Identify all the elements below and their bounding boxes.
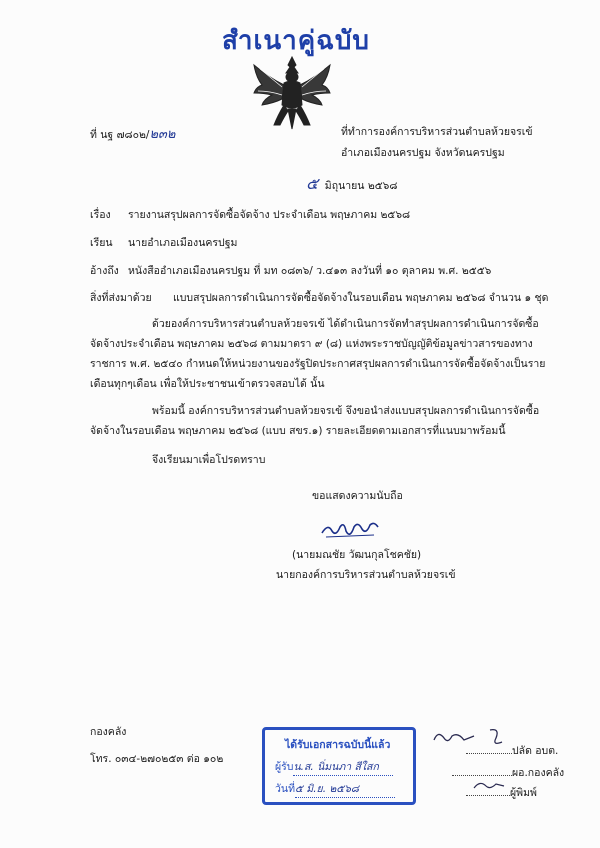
copy-stamp: สำเนาคู่ฉบับ bbox=[222, 26, 370, 56]
ref-number-handwritten: ๒๓๒ bbox=[149, 127, 176, 142]
reference-label: อ้างถึง bbox=[90, 265, 119, 277]
regards-text: ขอแสดงความนับถือ bbox=[312, 490, 403, 502]
signature-mark-icon bbox=[318, 517, 382, 543]
body-p2-line-1: พร้อมนี้ องค์การบริหารส่วนตำบลห้วยจรเข้ จึงขอนำส่งแบบสรุปผลการดำเนินการจัดซื้อ bbox=[152, 405, 540, 417]
garuda-emblem-icon bbox=[250, 55, 334, 131]
office-line-2: อำเภอเมืองนครปฐม จังหวัดนครปฐม bbox=[341, 147, 505, 159]
receiver-handwritten: น.ส. นิ่มนภา สีใสก bbox=[293, 758, 393, 776]
body-p1-line-2: จัดจ้างประจำเดือน พฤษภาคม ๒๕๖๘ ตามมาตรา ๙ (๘) แห่งพระราชบัญญัติข้อมูลข่าวสารของทาง bbox=[90, 338, 533, 350]
date-day-handwritten: ๕ bbox=[306, 174, 319, 193]
received-stamp bbox=[262, 727, 416, 805]
letter-date bbox=[306, 174, 398, 193]
received-date-label: วันที่ bbox=[275, 783, 295, 795]
to-text: นายอำเภอเมืองนครปฐม bbox=[128, 237, 238, 249]
routing-label-1: ปลัด อบต. bbox=[512, 745, 559, 757]
received-date-handwritten: ๕ มิ.ย. ๒๕๖๘ bbox=[295, 780, 395, 798]
body-p1-line-1: ด้วยองค์การบริหารส่วนตำบลห้วยจรเข้ ได้ดำเนินการจัดทำสรุปผลการดำเนินการจัดซื้อ bbox=[152, 318, 539, 330]
body-p1-line-4: เดือนทุกๆเดือน เพื่อให้ประชาชนเข้าตรวจสอบได้ นั้น bbox=[90, 378, 325, 390]
received-stamp-date bbox=[275, 780, 395, 798]
footer-department: กองคลัง bbox=[90, 726, 127, 738]
received-stamp-title: ได้รับเอกสารฉบับนี้แล้ว bbox=[285, 739, 391, 751]
to-label: เรียน bbox=[90, 237, 113, 249]
subject-text: รายงานสรุปผลการจัดซื้อจัดจ้าง ประจำเดือน พฤษภาคม ๒๕๖๘ bbox=[128, 209, 411, 221]
routing-dots-3 bbox=[466, 795, 510, 796]
closing-text: จึงเรียนมาเพื่อโปรดทราบ bbox=[152, 454, 266, 466]
body-p2-line-2: จัดจ้างในรอบเดือน พฤษภาคม ๒๕๖๘ (แบบ สขร.๑) รายละเอียดตามเอกสารที่แนบมาพร้อมนี้ bbox=[90, 425, 506, 437]
signer-name: (นายมณชัย วัฒนกุลโชคชัย) bbox=[292, 549, 422, 561]
ref-number-printed: ที่ นฐ ๗๘๐๒/ bbox=[90, 129, 150, 141]
subject-label: เรื่อง bbox=[90, 209, 111, 221]
ref-number bbox=[90, 128, 175, 142]
body-p1-line-3: ราชการ พ.ศ. ๒๕๔๐ กำหนดให้หน่วยงานของรัฐปิดประกาศสรุปผลการดำเนินการจัดซื้อจัดจ้างเป็นราย bbox=[90, 358, 546, 370]
routing-label-2: ผอ.กองคลัง bbox=[512, 767, 565, 779]
receiver-label: ผู้รับ bbox=[275, 761, 294, 773]
routing-line-3 bbox=[466, 786, 537, 800]
date-month-year: มิถุนายน ๒๕๖๘ bbox=[324, 180, 398, 192]
received-stamp-receiver bbox=[275, 758, 393, 776]
reference-text: หนังสืออำเภอเมืองนครปฐม ที่ มท ๐๘๓๖/ ว.๔๑๓ ลงวันที่ ๑๐ ตุลาคม พ.ศ. ๒๕๕๖ bbox=[128, 265, 492, 277]
office-line-1: ที่ทำการองค์การบริหารส่วนตำบลห้วยจรเข้ bbox=[341, 126, 533, 138]
routing-line-1 bbox=[466, 744, 558, 758]
enclosure-text: แบบสรุปผลการดำเนินการจัดซื้อจัดจ้างในรอบเดือน พฤษภาคม ๒๕๖๘ จำนวน ๑ ชุด bbox=[173, 292, 549, 304]
routing-label-3: ผู้พิมพ์ bbox=[510, 787, 537, 799]
routing-dots-2 bbox=[452, 775, 512, 776]
routing-dots-1 bbox=[466, 753, 512, 754]
signer-title: นายกองค์การบริหารส่วนตำบลห้วยจรเข้ bbox=[276, 569, 456, 581]
footer-phone: โทร. ๐๓๔-๒๗๐๒๕๓ ต่อ ๑๐๒ bbox=[90, 753, 224, 765]
enclosure-label: สิ่งที่ส่งมาด้วย bbox=[90, 292, 152, 304]
